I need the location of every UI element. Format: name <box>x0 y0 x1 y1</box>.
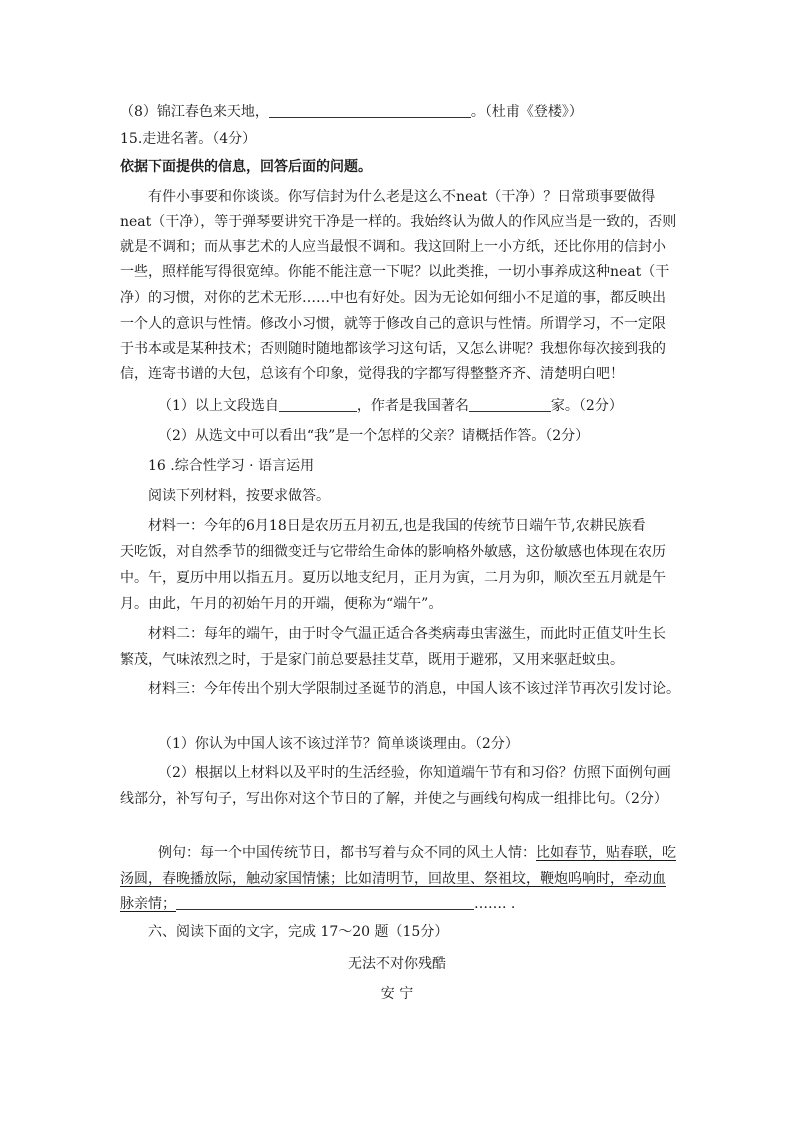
passage-line: 一个人的意识与性情。修改小习惯，就等于修改自己的意识与性情。所谓学习，不一定限 <box>120 316 666 332</box>
q16-title: 16 .综合性学习 · 语言运用 <box>148 458 315 474</box>
passage-line: 有件小事要和你谈谈。你写信封为什么老是这么不neat（干净）？日常琐事要做得 <box>148 189 656 205</box>
q15-sub1-text-a: （1）以上文段选自 <box>158 398 279 414</box>
example-answer-blank[interactable] <box>176 895 474 910</box>
q15-sub2: （2）从选文中可以看出“我”是一个怎样的父亲？请概括作答。（2分） <box>158 428 590 444</box>
q16-sub1: （1）你认为中国人该不该过洋节？简单谈谈理由。（2分） <box>158 736 519 752</box>
example-line-1 <box>158 843 676 863</box>
material1-line: 中。午，夏历中用以指五月。夏历以地支纪月，正月为寅，二月为卯，顺次至五月就是午 <box>120 570 666 586</box>
q15-book-blank[interactable] <box>279 397 357 412</box>
q15-title: 15.走进名著。（4分） <box>120 131 257 147</box>
material1-line: 天吃饭，对自然季节的细微变迁与它带给生命体的影响格外敏感，这份敏感也体现在农历 <box>120 544 666 560</box>
passage-line: 净）的习惯，对你的艺术无形……中也有好处。因为无论如何细小不足道的事，都反映出 <box>120 290 666 306</box>
material3-line: 材料三：今年传出个别大学限制过圣诞节的消息，中国人该不该过洋节再次引发讨论。 <box>148 681 680 697</box>
passage-line: 一些，照样能写得很宽绰。你能不能注意一下呢？以此类推，一切小事养成这种neat（干 <box>120 264 670 280</box>
q8-line <box>120 102 583 122</box>
passage-line: neat（干净），等于弹琴要讲究干净是一样的。我始终认为做人的作风应当是一致的，否则 <box>120 214 677 230</box>
example-line-3 <box>120 894 515 914</box>
passage-line: 就是不调和；而从事艺术的人应当最恨不调和。我这回附上一小方纸，还比你用的信封小 <box>120 239 666 255</box>
q8-prefix: （8）锦江春色来天地， <box>120 104 269 120</box>
q15-sub1 <box>158 396 623 416</box>
q16-instruction: 阅读下列材料，按要求做答。 <box>148 488 330 504</box>
passage-line: 于书本或是某种技术；否则随时随地都该学习这句话，又怎么讲呢？我想你每次接到我的 <box>120 341 666 357</box>
material2-line: 繁茂，气味浓烈之时，于是家门前总要悬挂艾草，既用于避邪，又用来驱赶蚊虫。 <box>120 652 624 668</box>
example-label: 例句：每一个中国传统节日，都书写着与众不同的风土人情： <box>158 845 536 861</box>
example-underlined-end: 脉亲情； <box>120 896 176 912</box>
q8-answer-blank[interactable] <box>269 103 471 118</box>
passage-line: 信，连寄书谱的大包，总该有个印象，觉得我的字都写得整整齐齐、清楚明白吧！ <box>120 366 624 382</box>
example-underlined: 比如春节，贴春联，吃 <box>536 845 676 861</box>
article-author: 安 宁 <box>380 986 414 1002</box>
example-line-2: 汤圆，春晚播放际，触动家国情愫；比如清明节，回故里、祭祖坟，鞭炮呜响时，牵动血 <box>120 871 666 887</box>
material1-line: 材料一：今年的6月18日是农历五月初五,也是我国的传统节日端午节,农耕民族看 <box>148 518 646 534</box>
article-title: 无法不对你残酷 <box>348 956 446 972</box>
material2-line: 材料二：每年的端午，由于时令气温正适合各类病毒虫害滋生，而此时正值艾叶生长 <box>148 626 666 642</box>
example-ellipsis: ……. . <box>474 896 516 912</box>
q15-sub1-text-c: 家。（2分） <box>550 398 623 414</box>
q16-sub2-line: 线部分，补写句子，写出你对这个节日的了解，并使之与画线句构成一组排比句。（2分） <box>120 791 668 807</box>
q16-sub2-line: （2）根据以上材料以及平时的生活经验，你知道端午节有和习俗？仿照下面例句画 <box>158 765 671 781</box>
q15-profession-blank[interactable] <box>469 397 551 412</box>
q15-instruction: 依据下面提供的信息，回答后面的问题。 <box>120 159 372 175</box>
section6-heading: 六、阅读下面的文字，完成 17～20 题（15分） <box>148 924 449 940</box>
q15-sub1-text-b: ，作者是我国著名 <box>356 398 469 414</box>
material1-line: 月。由此，午月的初始午月的开端，便称为“端午”。 <box>120 596 443 612</box>
q8-suffix: 。（杜甫《登楼》） <box>470 104 583 120</box>
